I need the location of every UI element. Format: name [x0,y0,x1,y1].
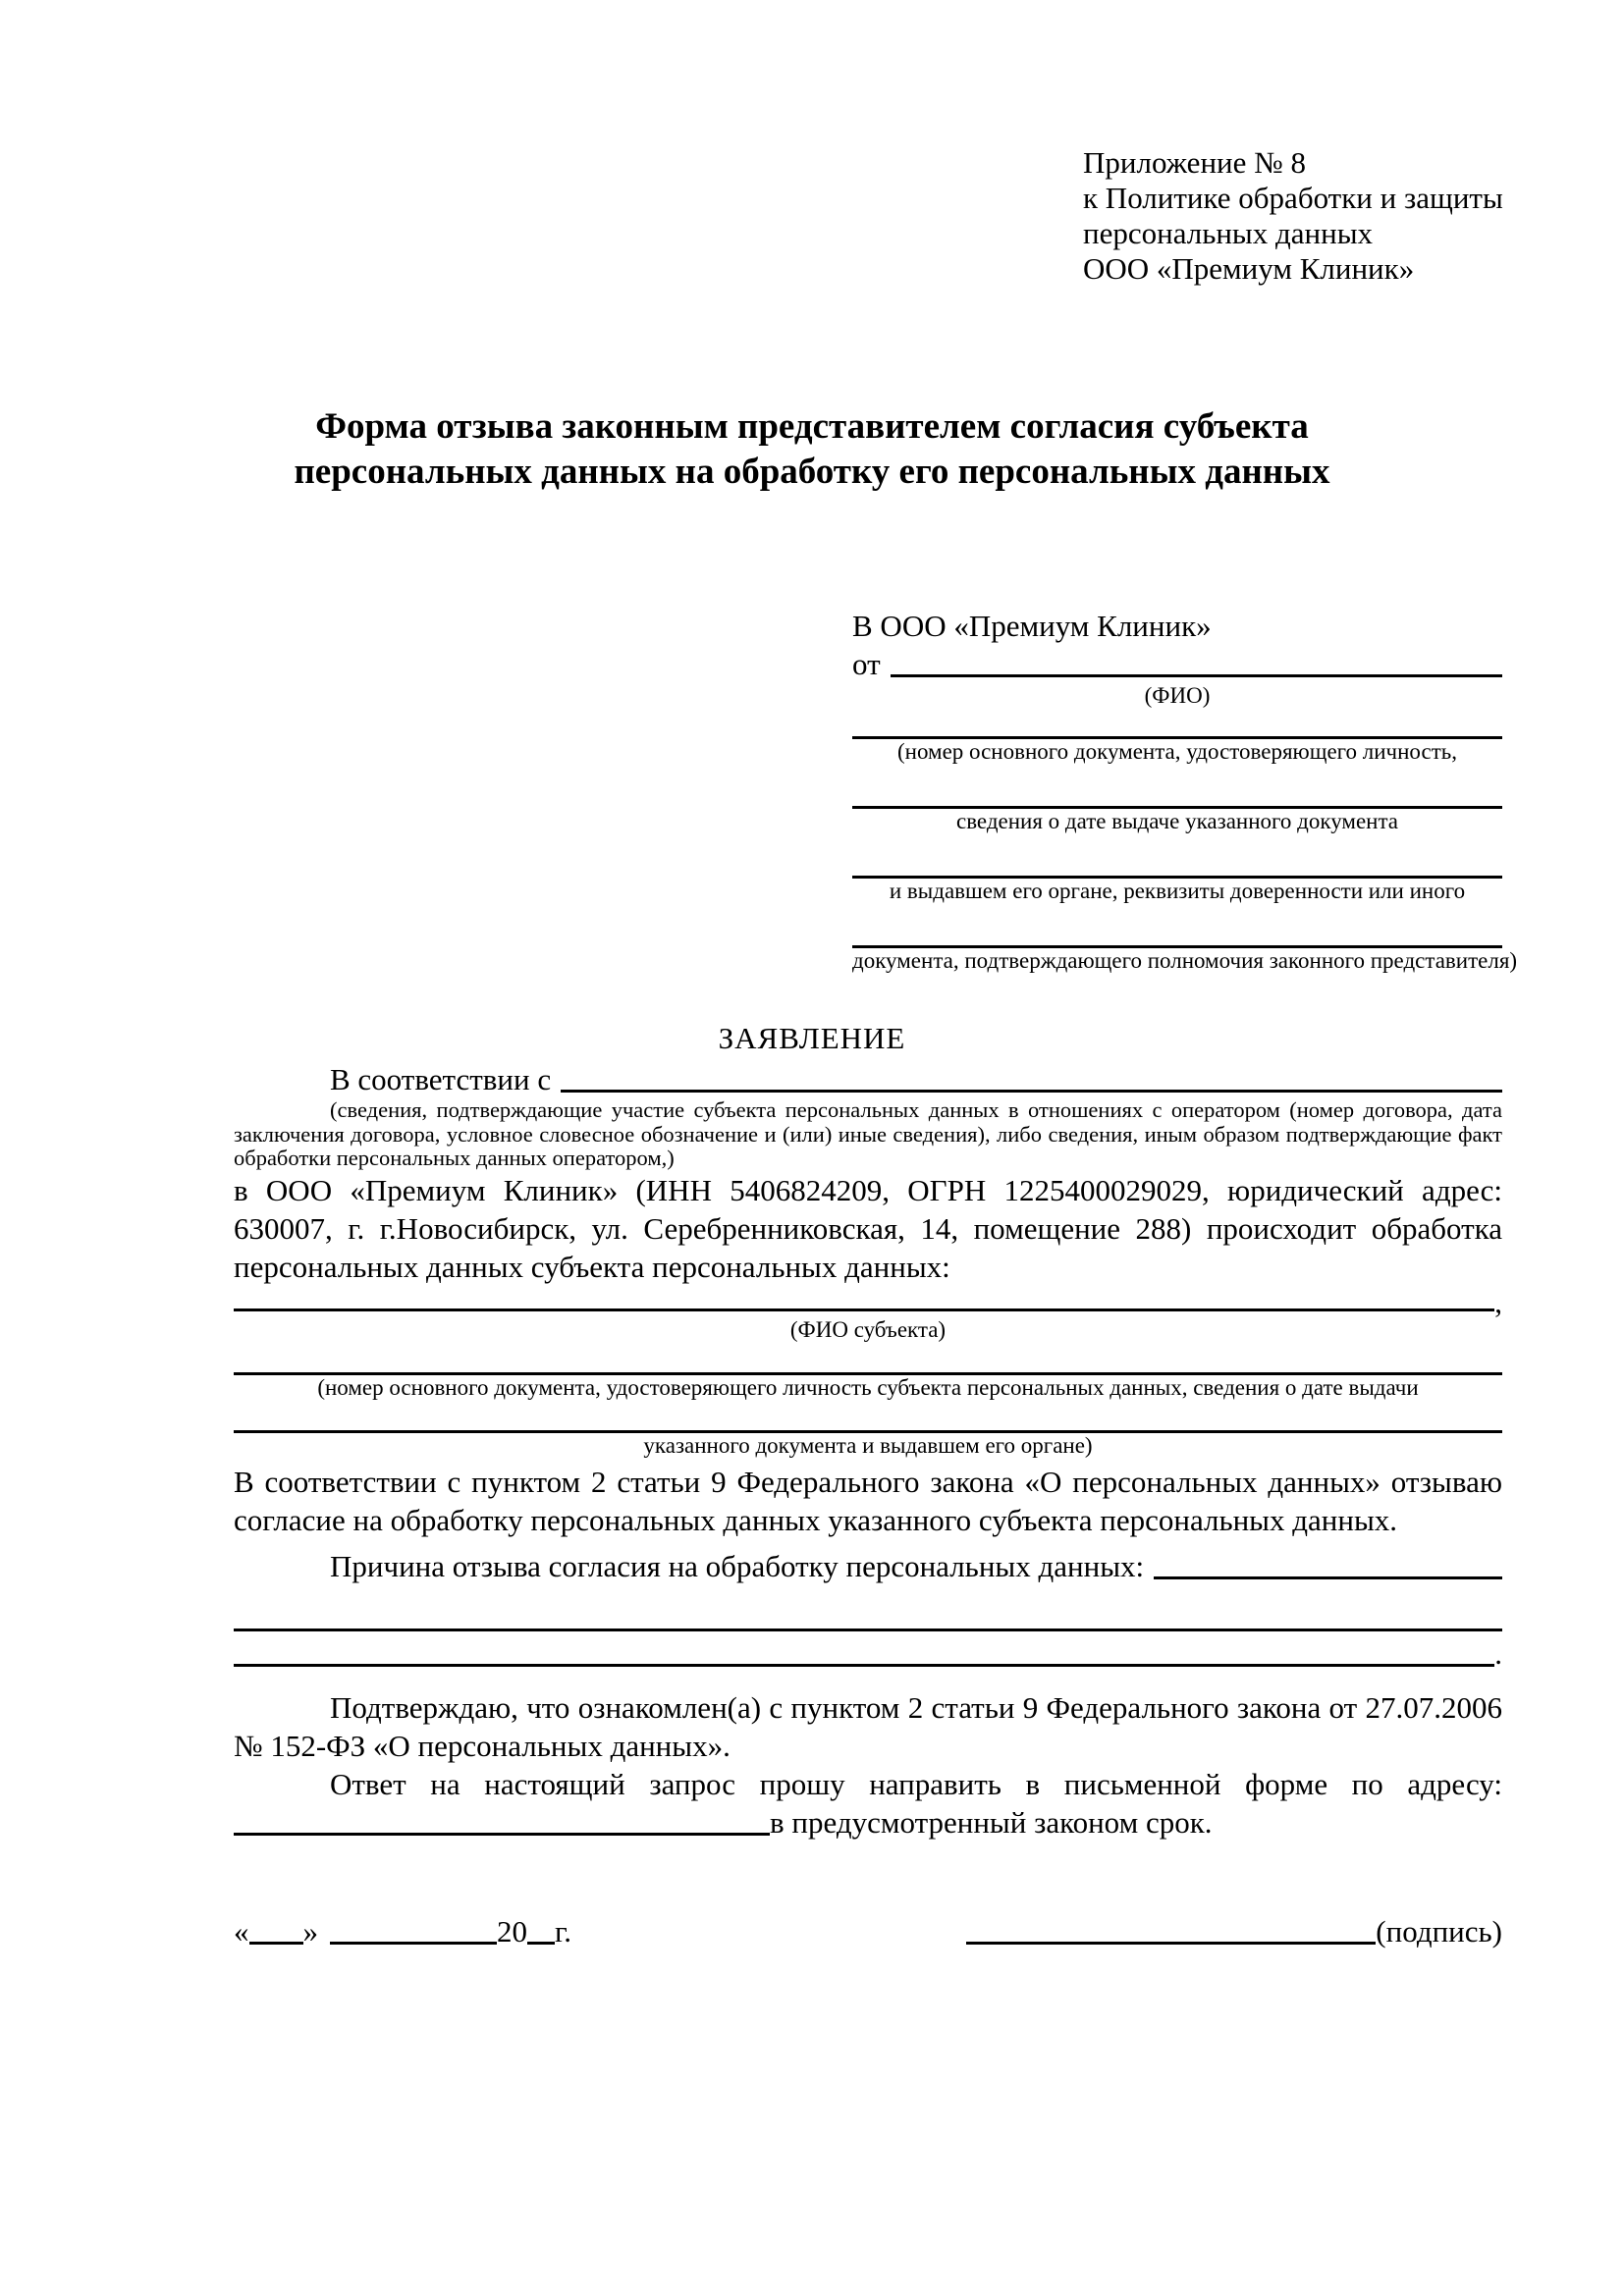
reason-line-period: . [1494,1635,1502,1671]
subject-doc-caption-2: указанного документа и выдавшем его органе) [643,1432,1093,1458]
reason-line-1[interactable] [1154,1576,1502,1579]
representative-fio-line[interactable] [891,674,1502,677]
doc-number-caption: (номер основного документа, удостоверяющего личность, [896,739,1457,764]
withdrawal-paragraph: В соответствии с пунктом 2 статьи 9 Федерального закона «О персональных данных» отзываю согласие на обработку персональных данных указанного субъекта персональных данных. [234,1464,1502,1537]
statement-body [234,1060,1502,1950]
reply-address-row [234,1803,1502,1842]
annex-line-3: персональных данных [1083,216,1374,250]
subject-fio-line[interactable] [234,1308,1494,1311]
basis-prefix: В соответствии с [330,1062,552,1096]
statement-heading: ЗАЯВЛЕНИЕ [718,1021,906,1055]
doc-issuer-caption: и выдавшем его органе, реквизиты доверенности или иного [889,879,1466,903]
fio-caption: (ФИО) [1144,683,1211,708]
date-year-suffix: г. [555,1913,571,1949]
date-day-line[interactable] [249,1942,303,1945]
annex-line-2: к Политике обработки и защиты [1083,181,1503,215]
basis-row [234,1060,1502,1098]
from-row [852,645,1502,683]
reply-request-text: Ответ на настоящий запрос прошу направить в письменной форме по адресу: [330,1766,1502,1801]
subject-fio-row [234,1286,1502,1317]
addressee-block [852,607,1518,974]
doc-date-caption: сведения о дате выдаче указанного документа [955,809,1399,833]
annex-note [1083,145,1516,287]
signature-footer [234,1912,1502,1950]
annex-line-1: Приложение № 8 [1083,145,1306,180]
reason-line-3[interactable] [234,1664,1494,1667]
reason-end-row [234,1637,1502,1673]
confirmation-paragraph: Подтверждаю, что ознакомлен(а) с пунктом 2 статьи 9 Федерального закона от 27.07.2006 № 152-ФЗ «О персональных данных». [234,1689,1502,1763]
date-month-line[interactable] [330,1942,497,1945]
basis-line[interactable] [561,1090,1502,1093]
reason-row [234,1547,1502,1585]
subject-fio-caption: (ФИО субъекта) [789,1316,947,1342]
from-label: от [852,647,881,681]
subject-doc-caption-1: (номер основного документа, удостоверяющего личность субъекта персональных данных, сведения о дате выдачи [317,1374,1419,1400]
basis-caption: (сведения, подтверждающие участие субъекта персональных данных в отношениях с оператором (номер договора, дата заключения договора, условное словесное обозначение и (или) иные сведения), либо сведения, иным образом подтверждающие факт обработки персональных данных оператором,) [234,1097,1502,1170]
addressee-organization: В ООО «Премиум Клиник» [852,609,1212,643]
date-year-line[interactable] [527,1942,555,1945]
annex-line-4: ООО «Премиум Клиник» [1083,251,1415,286]
operator-paragraph: в ООО «Премиум Клиник» (ИНН 5406824209, ОГРН 1225400029029, юридический адрес: 630007, г. г.Новосибирск, ул. Серебренниковская, 14, помещение 288) происходит обработка персональных данных субъекта персональных данных: [234,1172,1502,1284]
signature-line[interactable] [966,1942,1376,1945]
reply-suffix-text: в предусмотренный законом срок. [770,1804,1213,1840]
signature-caption: (подпись) [1376,1913,1502,1949]
date-open-quote: « [234,1913,249,1949]
document-title: Форма отзыва законным представителем согласия субъекта персональных данных на обработку его персональных данных [294,406,1330,492]
date-year-prefix: 20 [497,1913,527,1949]
reason-line-2[interactable] [234,1629,1502,1631]
reason-label: Причина отзыва согласия на обработку персональных данных: [330,1548,1145,1583]
signature-group [966,1912,1502,1950]
reply-address-line[interactable] [234,1833,770,1836]
date-close-quote: » [302,1913,318,1949]
date-group [234,1912,571,1950]
subject-line-comma: , [1494,1284,1502,1319]
doc-authority-caption: документа, подтверждающего полномочия законного представителя) [852,948,1518,973]
